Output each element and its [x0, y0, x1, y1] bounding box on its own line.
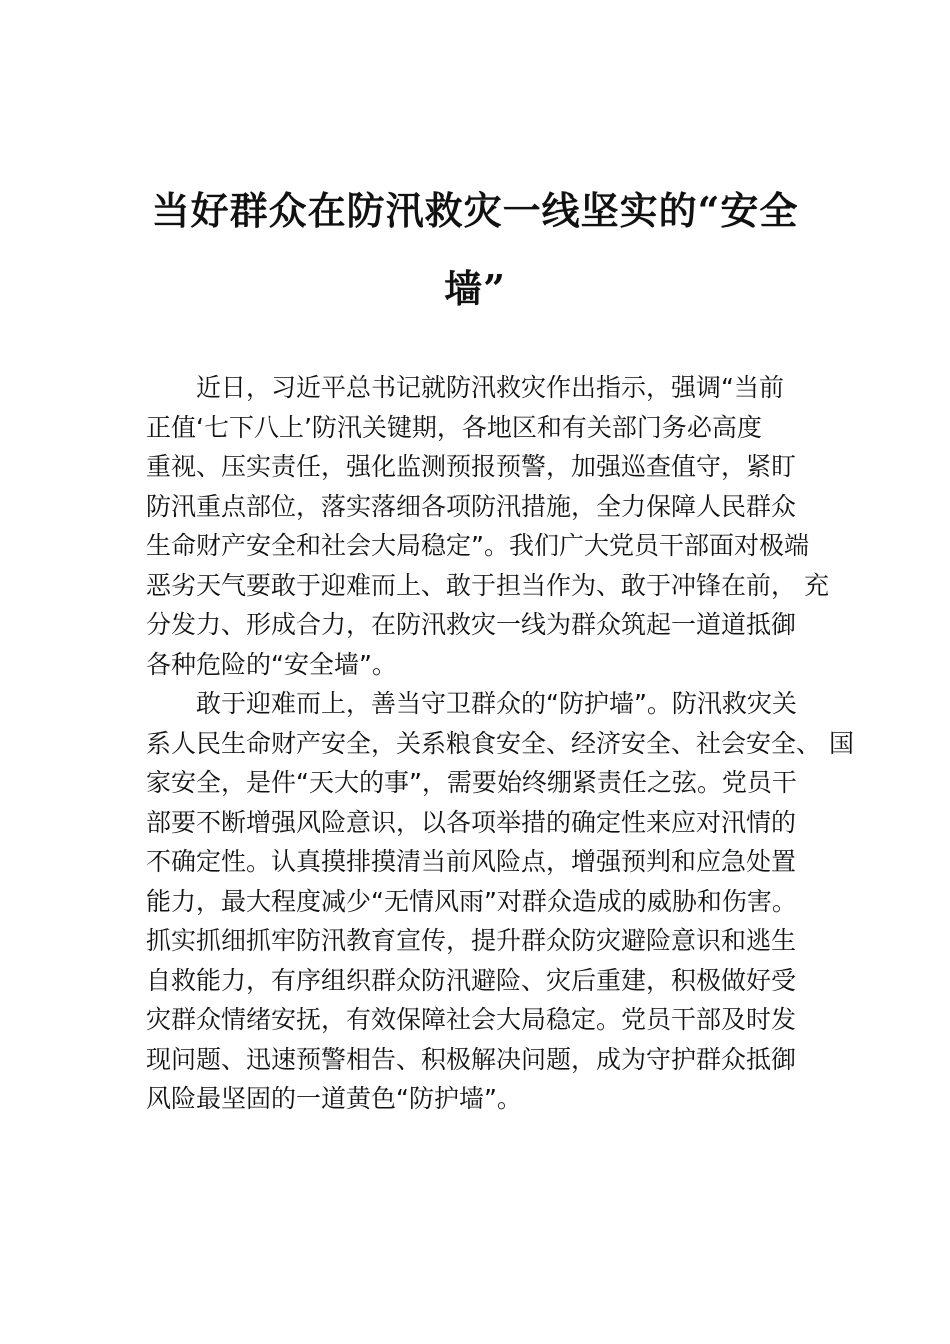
paragraph-line: 重视、压实责任，强化监测预报预警，加强巡查值守，紧盯: [146, 452, 797, 481]
paragraph-line: 抓实抓细抓牢防汛教育宣传，提升群众防灾避险意识和逃生: [146, 926, 797, 955]
title-line: 墙”: [444, 266, 506, 311]
paragraph-line: 生命财产安全和社会大局稳定”。我们广大党员干部面对极端: [146, 531, 809, 560]
paragraph-line: 家安全，是件“天大的事”，需要始终绷紧责任之弦。党员干: [146, 768, 797, 797]
paragraph-line: 正值‘七下八上’防汛关键期，各地区和有关部门务必高度: [146, 412, 762, 442]
paragraph-line: 各种危险的“安全墙”。: [146, 649, 397, 679]
paragraph-2: [146, 684, 854, 1119]
paragraph-line: 部要不断增强风险意识，以各项举措的确定性来应对汛情的: [146, 807, 797, 837]
paragraph-line: 系人民生命财产安全，关系粮食安全、经济安全、社会安全、 国: [146, 728, 854, 758]
paragraph-line: 自救能力，有序组织群众防汛避险、灾后重建，积极做好受: [146, 965, 797, 995]
paragraph-line: 防汛重点部位，落实落细各项防汛措施，全力保障人民群众: [146, 491, 797, 521]
paragraph-line: 风险最坚固的一道黄色“防护墙”。: [146, 1084, 522, 1113]
document-body: [146, 368, 854, 1119]
paragraph-line: 恶劣天气要敢于迎难而上、敢于担当作为、敢于冲锋在前， 充: [146, 570, 829, 600]
paragraph-line: 分发力、形成合力，在防汛救灾一线为群众筑起一道道抵御: [146, 610, 797, 639]
paragraph-line: 敢于迎难而上，善当守卫群众的“防护墙”。防汛救灾关: [196, 689, 797, 718]
paragraph-line: 近日，习近平总书记就防汛救灾作出指示，强调“当前: [196, 373, 784, 402]
paragraph-line: 现问题、迅速预警相告、积极解决问题，成为守护群众抵御: [146, 1044, 797, 1074]
paragraph-line: 能力，最大程度减少“无情风雨”对群众造成的威胁和伤害。: [146, 886, 797, 916]
paragraph-line: 不确定性。认真摸排摸清当前风险点，增强预判和应急处置: [146, 847, 797, 876]
paragraph-1: [146, 368, 830, 684]
document-title: [120, 172, 830, 328]
title-line: 当好群众在防汛救灾一线坚实的“安全: [151, 188, 799, 233]
paragraph-line: 灾群众情绪安抚，有效保障社会大局稳定。党员干部及时发: [146, 1005, 797, 1034]
